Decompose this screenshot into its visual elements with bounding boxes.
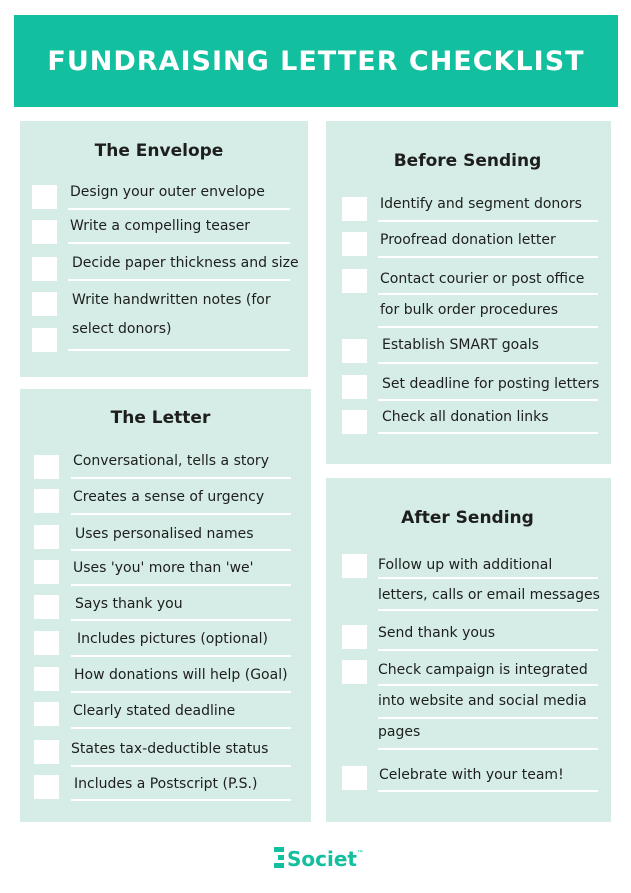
after-item: letters, calls or email messages bbox=[378, 587, 600, 603]
after-item: Celebrate with your team! bbox=[379, 767, 564, 783]
checkbox[interactable] bbox=[34, 455, 59, 479]
checkbox[interactable] bbox=[32, 257, 57, 281]
divider bbox=[71, 799, 291, 801]
checkbox[interactable] bbox=[342, 232, 367, 256]
checkbox[interactable] bbox=[32, 292, 57, 316]
divider bbox=[378, 790, 598, 792]
after-item: Check campaign is integrated bbox=[378, 662, 588, 678]
letter-title: The Letter bbox=[110, 408, 211, 428]
checkbox[interactable] bbox=[34, 560, 59, 584]
divider bbox=[378, 399, 598, 401]
checkbox[interactable] bbox=[342, 554, 367, 578]
before-sending-card bbox=[326, 121, 611, 464]
checkbox[interactable] bbox=[32, 328, 57, 352]
envelope-item: select donors) bbox=[72, 321, 172, 337]
checkbox[interactable] bbox=[342, 269, 367, 293]
divider bbox=[71, 619, 291, 621]
checkbox[interactable] bbox=[34, 775, 59, 799]
before-item: for bulk order procedures bbox=[380, 302, 559, 318]
envelope-item: Write handwritten notes (for bbox=[72, 292, 271, 308]
checkbox[interactable] bbox=[342, 339, 367, 363]
divider bbox=[68, 279, 290, 281]
letter-item: Clearly stated deadline bbox=[73, 703, 236, 719]
before-item: Proofread donation letter bbox=[380, 232, 556, 248]
title-banner bbox=[14, 15, 618, 107]
after-sending-title: After Sending bbox=[401, 508, 534, 528]
logo-text: Societ bbox=[287, 847, 357, 871]
envelope-card bbox=[20, 121, 308, 377]
checkbox[interactable] bbox=[32, 220, 57, 244]
divider bbox=[71, 727, 291, 729]
letter-item: Includes a Postscript (P.S.) bbox=[74, 776, 258, 792]
logo-icon bbox=[273, 845, 285, 873]
before-item: Establish SMART goals bbox=[382, 337, 539, 353]
checkbox[interactable] bbox=[32, 185, 57, 209]
before-sending-title: Before Sending bbox=[393, 151, 542, 171]
after-item: Follow up with additional bbox=[378, 557, 553, 573]
checkbox[interactable] bbox=[342, 625, 367, 649]
letter-item: Conversational, tells a story bbox=[73, 453, 269, 469]
divider bbox=[71, 584, 291, 586]
divider bbox=[68, 242, 290, 244]
after-item: into website and social media bbox=[378, 693, 587, 709]
divider bbox=[378, 362, 598, 364]
checkbox[interactable] bbox=[342, 766, 367, 790]
divider bbox=[378, 326, 598, 328]
before-item: Contact courier or post office bbox=[380, 271, 585, 287]
letter-item: States tax-deductible status bbox=[71, 741, 269, 757]
letter-item: Uses 'you' more than 'we' bbox=[73, 560, 254, 576]
divider bbox=[68, 208, 290, 210]
divider bbox=[71, 655, 291, 657]
checkbox[interactable] bbox=[34, 489, 59, 513]
checkbox[interactable] bbox=[342, 375, 367, 399]
letter-item: Creates a sense of urgency bbox=[73, 489, 265, 505]
checkbox[interactable] bbox=[34, 740, 59, 764]
divider bbox=[378, 432, 598, 434]
divider bbox=[378, 293, 598, 295]
checkbox[interactable] bbox=[34, 525, 59, 549]
after-sending-card bbox=[326, 478, 611, 822]
before-item: Set deadline for posting letters bbox=[382, 376, 600, 392]
page-title: FUNDRAISING LETTER CHECKLIST bbox=[47, 45, 585, 77]
divider bbox=[71, 549, 291, 551]
divider bbox=[378, 748, 598, 750]
divider bbox=[378, 684, 598, 686]
divider bbox=[71, 765, 291, 767]
envelope-item: Decide paper thickness and size bbox=[72, 255, 299, 271]
envelope-title: The Envelope bbox=[94, 141, 224, 161]
divider bbox=[71, 513, 291, 515]
letter-item: Uses personalised names bbox=[75, 526, 254, 542]
before-item: Identify and segment donors bbox=[380, 196, 582, 212]
divider bbox=[71, 477, 291, 479]
checkbox[interactable] bbox=[342, 660, 367, 684]
societ-logo bbox=[273, 842, 363, 876]
divider bbox=[71, 691, 291, 693]
checkbox[interactable] bbox=[34, 631, 59, 655]
checkbox[interactable] bbox=[34, 595, 59, 619]
divider bbox=[378, 717, 598, 719]
letter-item: Says thank you bbox=[75, 596, 183, 612]
after-item: Send thank yous bbox=[378, 625, 496, 641]
checkbox[interactable] bbox=[34, 667, 59, 691]
divider bbox=[378, 649, 598, 651]
checkbox[interactable] bbox=[34, 702, 59, 726]
checkbox[interactable] bbox=[342, 197, 367, 221]
envelope-item: Design your outer envelope bbox=[70, 184, 265, 200]
divider bbox=[378, 256, 598, 258]
letter-card bbox=[20, 389, 311, 822]
divider bbox=[68, 349, 290, 351]
divider bbox=[378, 220, 598, 222]
checkbox[interactable] bbox=[342, 410, 367, 434]
before-item: Check all donation links bbox=[382, 409, 549, 425]
after-item: pages bbox=[378, 724, 421, 740]
letter-item: How donations will help (Goal) bbox=[74, 667, 288, 683]
envelope-item: Write a compelling teaser bbox=[70, 218, 251, 234]
divider bbox=[378, 609, 598, 611]
letter-item: Includes pictures (optional) bbox=[77, 631, 269, 647]
divider bbox=[378, 577, 598, 579]
logo-trademark: ™ bbox=[356, 850, 363, 856]
